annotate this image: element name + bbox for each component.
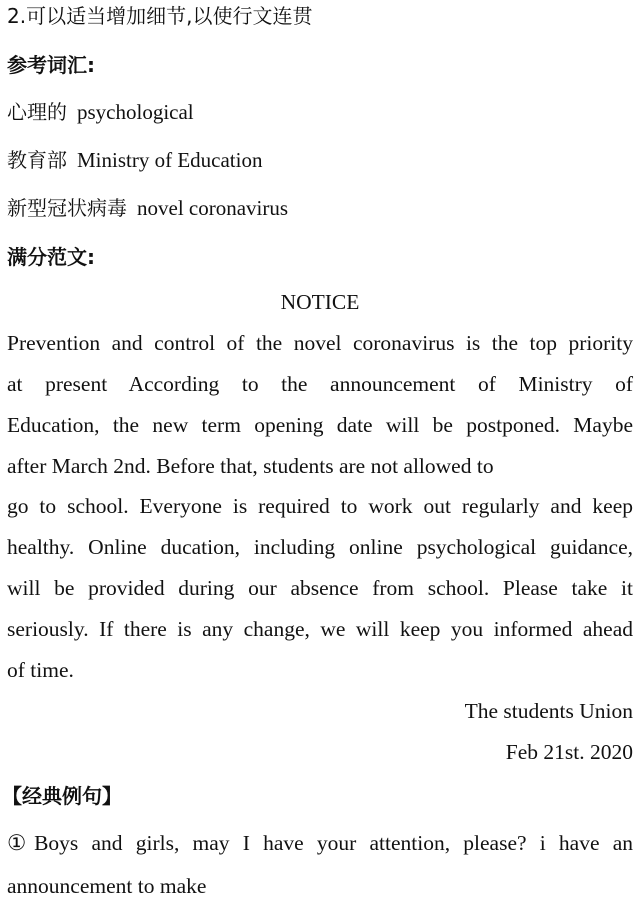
- notice-signature: The students Union: [464, 699, 633, 723]
- vocab-item: [7, 194, 288, 222]
- notice-line: of time.: [7, 658, 74, 682]
- notice-line: will be provided during our absence from school. Please take it: [7, 576, 633, 600]
- model-heading: 满分范文:: [7, 245, 95, 269]
- vocab-en: Ministry of Education: [77, 148, 263, 172]
- vocab-item: [7, 146, 262, 174]
- notice-line: Education, the new term opening date will be postponed. Maybe: [7, 413, 633, 437]
- notice-line: healthy. Online ducation, including online psychological guidance,: [7, 535, 633, 559]
- vocab-cn: 心理的: [7, 100, 67, 124]
- vocab-heading: 参考词汇:: [7, 53, 95, 77]
- example-line: ①Boys and girls, may I have your attention, please? i have an: [7, 831, 633, 855]
- example-line: announcement to make: [7, 874, 207, 898]
- examples-heading: 【经典例句】: [2, 784, 122, 808]
- notice-date: Feb 21st. 2020: [505, 740, 633, 764]
- tip-line: 2.可以适当增加细节,以使行文连贯: [7, 4, 313, 28]
- vocab-en: psychological: [77, 100, 194, 124]
- vocab-en: novel coronavirus: [137, 196, 289, 220]
- notice-title: NOTICE: [280, 290, 360, 314]
- notice-line: after March 2nd. Before that, students are not allowed to: [7, 454, 494, 478]
- vocab-item: [7, 98, 194, 126]
- notice-line: seriously. If there is any change, we will keep you informed ahead: [7, 617, 633, 641]
- vocab-cn: 教育部: [7, 148, 67, 172]
- notice-line: at present According to the announcement of Ministry of: [7, 372, 633, 396]
- notice-line: Prevention and control of the novel coronavirus is the top priority: [7, 331, 633, 355]
- notice-line: go to school. Everyone is required to work out regularly and keep: [7, 494, 633, 518]
- vocab-cn: 新型冠状病毒: [7, 196, 127, 220]
